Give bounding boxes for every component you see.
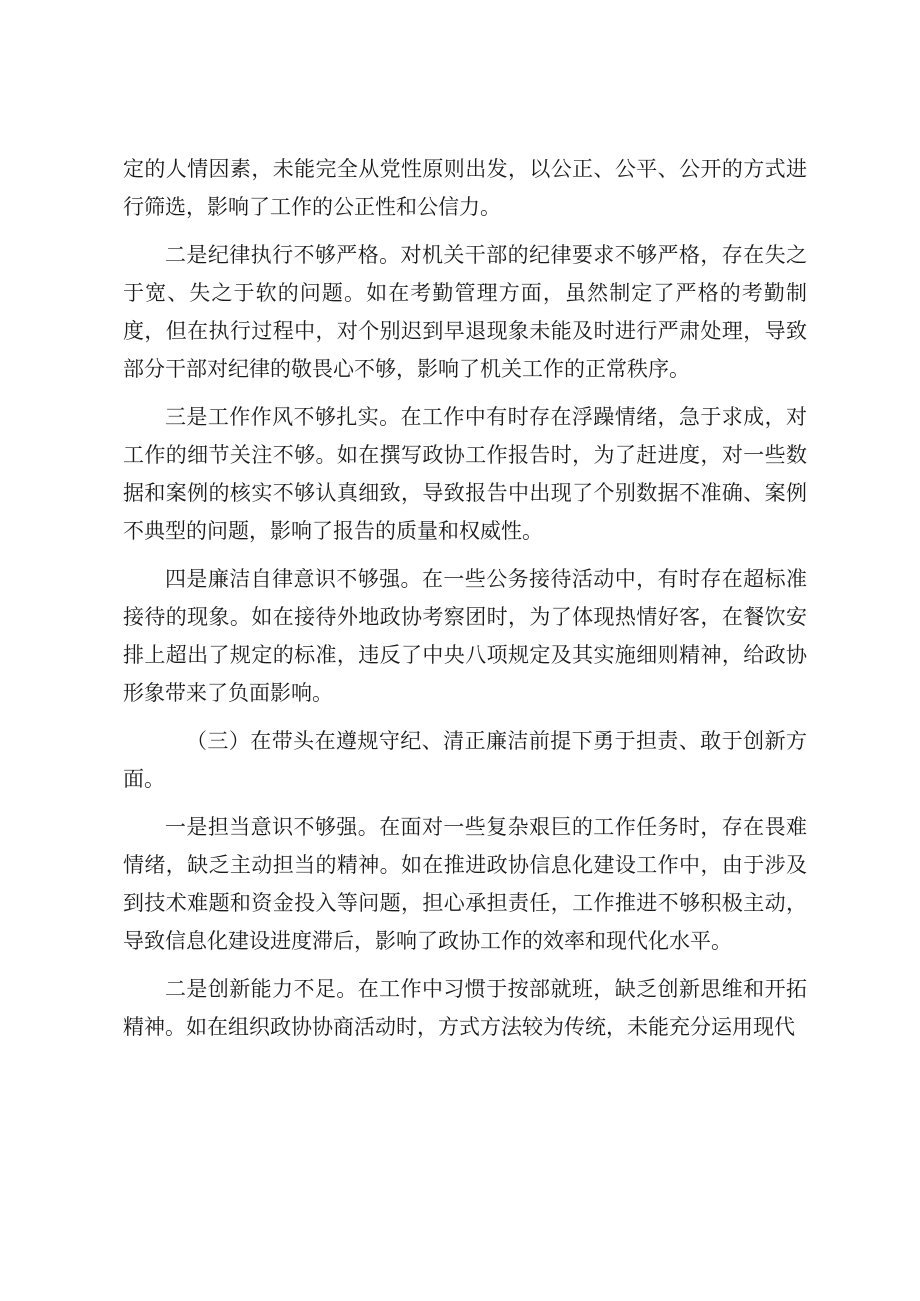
document-body — [123, 150, 807, 1056]
section-heading-3: （三）在带头在遵规守纪、清正廉洁前提下勇于担责、敢于创新方面。 — [123, 729, 807, 791]
paragraph-continuation: 定的人情因素，未能完全从党性原则出发，以公正、公平、公开的方式进行筛选，影响了工作的公正性和公信力。 — [123, 157, 807, 219]
paragraph-integrity: 四是廉洁自律意识不够强。在一些公务接待活动中，有时存在超标准接待的现象。如在接待外地政协考察团时，为了体现热情好客，在餐饮安排上超出了规定的标准，违反了中央八项规定及其实施细则精神，给政协形象带来了负面影响。 — [123, 567, 807, 705]
paragraph-responsibility: 一是担当意识不够强。在面对一些复杂艰巨的工作任务时，存在畏难情绪，缺乏主动担当的精神。如在推进政协信息化建设工作中，由于涉及到技术难题和资金投入等问题，担心承担责任，工作推进不够积极主动，导致信息化建设进度滞后，影响了政协工作的效率和现代化水平。 — [123, 815, 807, 953]
paragraph-discipline: 二是纪律执行不够严格。对机关干部的纪律要求不够严格，存在失之于宽、失之于软的问题。如在考勤管理方面，虽然制定了严格的考勤制度，但在执行过程中，对个别迟到早退现象未能及时进行严肃处理，导致部分干部对纪律的敬畏心不够，影响了机关工作的正常秩序。 — [123, 243, 807, 381]
paragraph-innovation: 二是创新能力不足。在工作中习惯于按部就班，缺乏创新思维和开拓精神。如在组织政协协商活动时，方式方法较为传统，未能充分运用现代 — [123, 977, 807, 1039]
paragraph-work-style: 三是工作作风不够扎实。在工作中有时存在浮躁情绪，急于求成，对工作的细节关注不够。如在撰写政协工作报告时，为了赶进度，对一些数据和案例的核实不够认真细致，导致报告中出现了个别数据不准确、案例不典型的问题，影响了报告的质量和权威性。 — [123, 405, 807, 543]
